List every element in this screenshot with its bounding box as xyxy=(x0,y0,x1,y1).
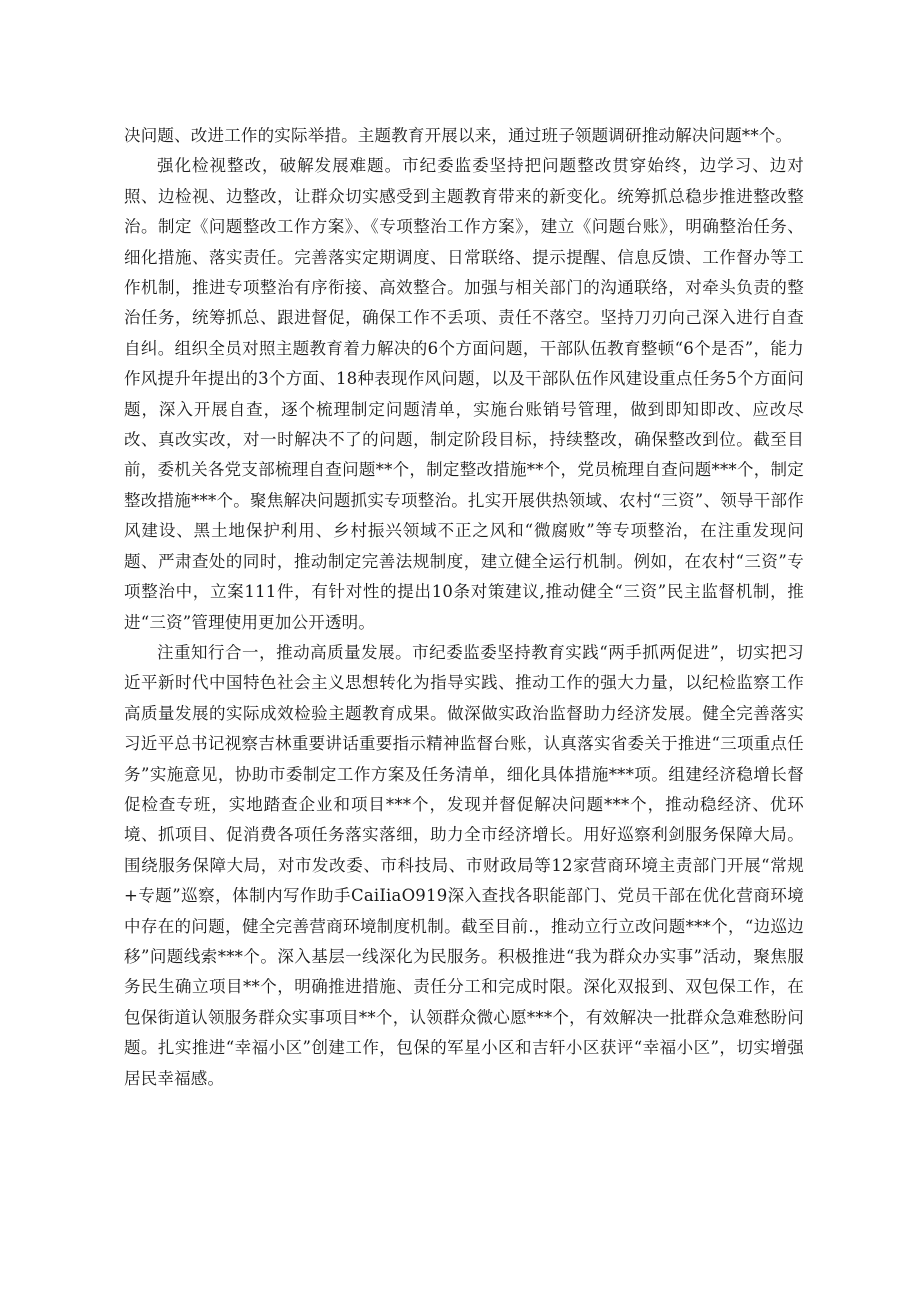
document-body xyxy=(124,121,804,1094)
paragraph-2: 强化检视整改，破解发展难题。市纪委监委坚持把问题整改贯穿始终，边学习、边对照、边检视、边整改，让群众切实感受到主题教育带来的新变化。统筹抓总稳步推进整改整治。制定《问题整改工作方案》、《专项整治工作方案》，建立《问题台账》，明确整治任务、细化措施、落实责任。完善落实定期调度、日常联络、提示提醒、信息反馈、工作督办等工作机制，推进专项整治有序衔接、高效整合。加强与相关部门的沟通联络，对牵头负责的整治任务，统筹抓总、跟进督促，确保工作不丢项、责任不落空。坚持刀刃向己深入进行自查自纠。组织全员对照主题教育着力解决的6个方面问题，干部队伍教育整顿“6个是否”，能力作风提升年提出的3个方面、18种表现作风问题，以及干部队伍作风建设重点任务5个方面问题，深入开展自查，逐个梳理制定问题清单，实施台账销号管理，做到即知即改、应改尽改、真改实改，对一时解决不了的问题，制定阶段目标，持续整改，确保整改到位。截至目前，委机关各党支部梳理自查问题**个，制定整改措施**个，党员梳理自查问题***个，制定整改措施***个。聚焦解决问题抓实专项整治。扎实开展供热领域、农村“三资”、领导干部作风建设、黑土地保护利用、乡村振兴领域不正之风和“微腐败”等专项整治，在注重发现问题、严肃查处的同时，推动制定完善法规制度，建立健全运行机制。例如，在农村“三资”专项整治中，立案111件，有针对性的提出10条对策建议,推动健全“三资”民主监督机制，推进“三资”管理使用更加公开透明。 xyxy=(124,156,804,632)
paragraph-1: 决问题、改进工作的实际举措。主题教育开展以来，通过班子领题调研推动解决问题**个。 xyxy=(124,126,793,145)
paragraph-3: 注重知行合一，推动高质量发展。市纪委监委坚持教育实践“两手抓两促进”，切实把习近平新时代中国特色社会主义思想转化为指导实践、推动工作的强大力量，以纪检监察工作高质量发展的实际成效检验主题教育成果。做深做实政治监督助力经济发展。健全完善落实习近平总书记视察吉林重要讲话重要指示精神监督台账，认真落实省委关于推进“三项重点任务”实施意见，协助市委制定工作方案及任务清单，细化具体措施***项。组建经济稳增长督促检查专班，实地踏查企业和项目***个，发现并督促解决问题***个，推动稳经济、优环境、抓项目、促消费各项任务落实落细，助力全市经济增长。用好巡察利剑服务保障大局。围绕服务保障大局，对市发改委、市科技局、市财政局等12家营商环境主责部门开展“常规+专题”巡察，体制内写作助手CaiIiaO919深入查找各职能部门、党员干部在优化营商环境中存在的问题，健全完善营商环境制度机制。截至目前.，推动立行立改问题***个，“边巡边移”问题线索***个。深入基层一线深化为民服务。积极推进“我为群众办实事”活动，聚焦服务民生确立项目**个，明确推进措施、责任分工和完成时限。深化双报到、双包保工作，在包保街道认领服务群众实事项目**个，认领群众微心愿***个，有效解决一批群众急难愁盼问题。扎实推进“幸福小区”创建工作，包保的军星小区和吉轩小区获评“幸福小区”，切实增强居民幸福感。 xyxy=(124,642,804,1088)
